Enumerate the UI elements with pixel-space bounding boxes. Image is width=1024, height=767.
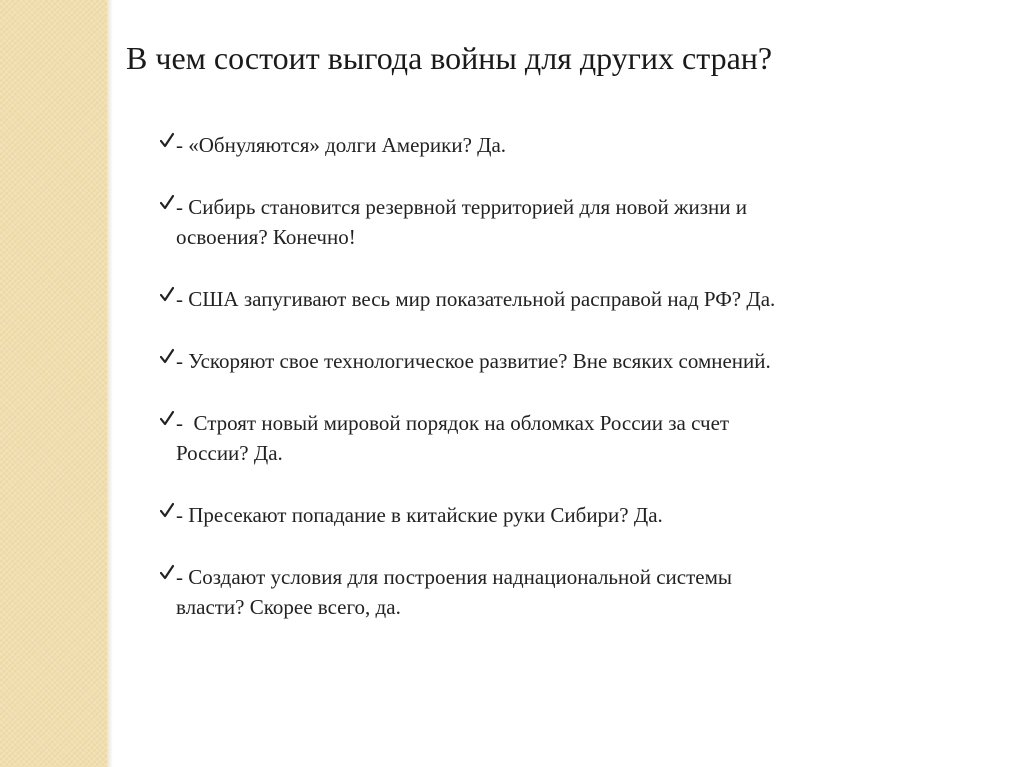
list-item-text: - США запугивают весь мир показательной расправой над РФ? Да. (176, 287, 776, 311)
check-icon (160, 502, 174, 518)
list-item-text: - Сибирь становится резервной территорией для новой жизни и освоения? Конечно! (176, 195, 747, 249)
list-item (160, 130, 960, 160)
check-icon (160, 564, 174, 580)
list-item-text: - Ускоряют свое технологическое развитие? Вне всяких сомнений. (176, 349, 771, 373)
list-item (160, 192, 960, 252)
list-item-text: - «Обнуляются» долги Америки? Да. (176, 133, 507, 157)
slide-title: В чем состоит выгода войны для других стран? (126, 40, 773, 76)
check-icon (160, 132, 174, 148)
list-item-text: - Создают условия для построения наднациональной системы власти? Скорее всего, да. (176, 565, 733, 619)
side-band-edge (107, 0, 113, 767)
check-icon (160, 348, 174, 364)
decorative-side-band (0, 0, 107, 767)
list-item (160, 562, 960, 622)
check-icon (160, 194, 174, 210)
list-item (160, 284, 960, 314)
list-item (160, 500, 960, 530)
list-item-text: - Пресекают попадание в китайские руки Сибири? Да. (176, 503, 663, 527)
list-item (160, 346, 960, 376)
check-icon (160, 286, 174, 302)
check-icon (160, 410, 174, 426)
list-item-text: - Строят новый мировой порядок на обломках России за счет России? Да. (176, 411, 730, 465)
bullet-list (160, 130, 960, 654)
list-item (160, 408, 960, 468)
